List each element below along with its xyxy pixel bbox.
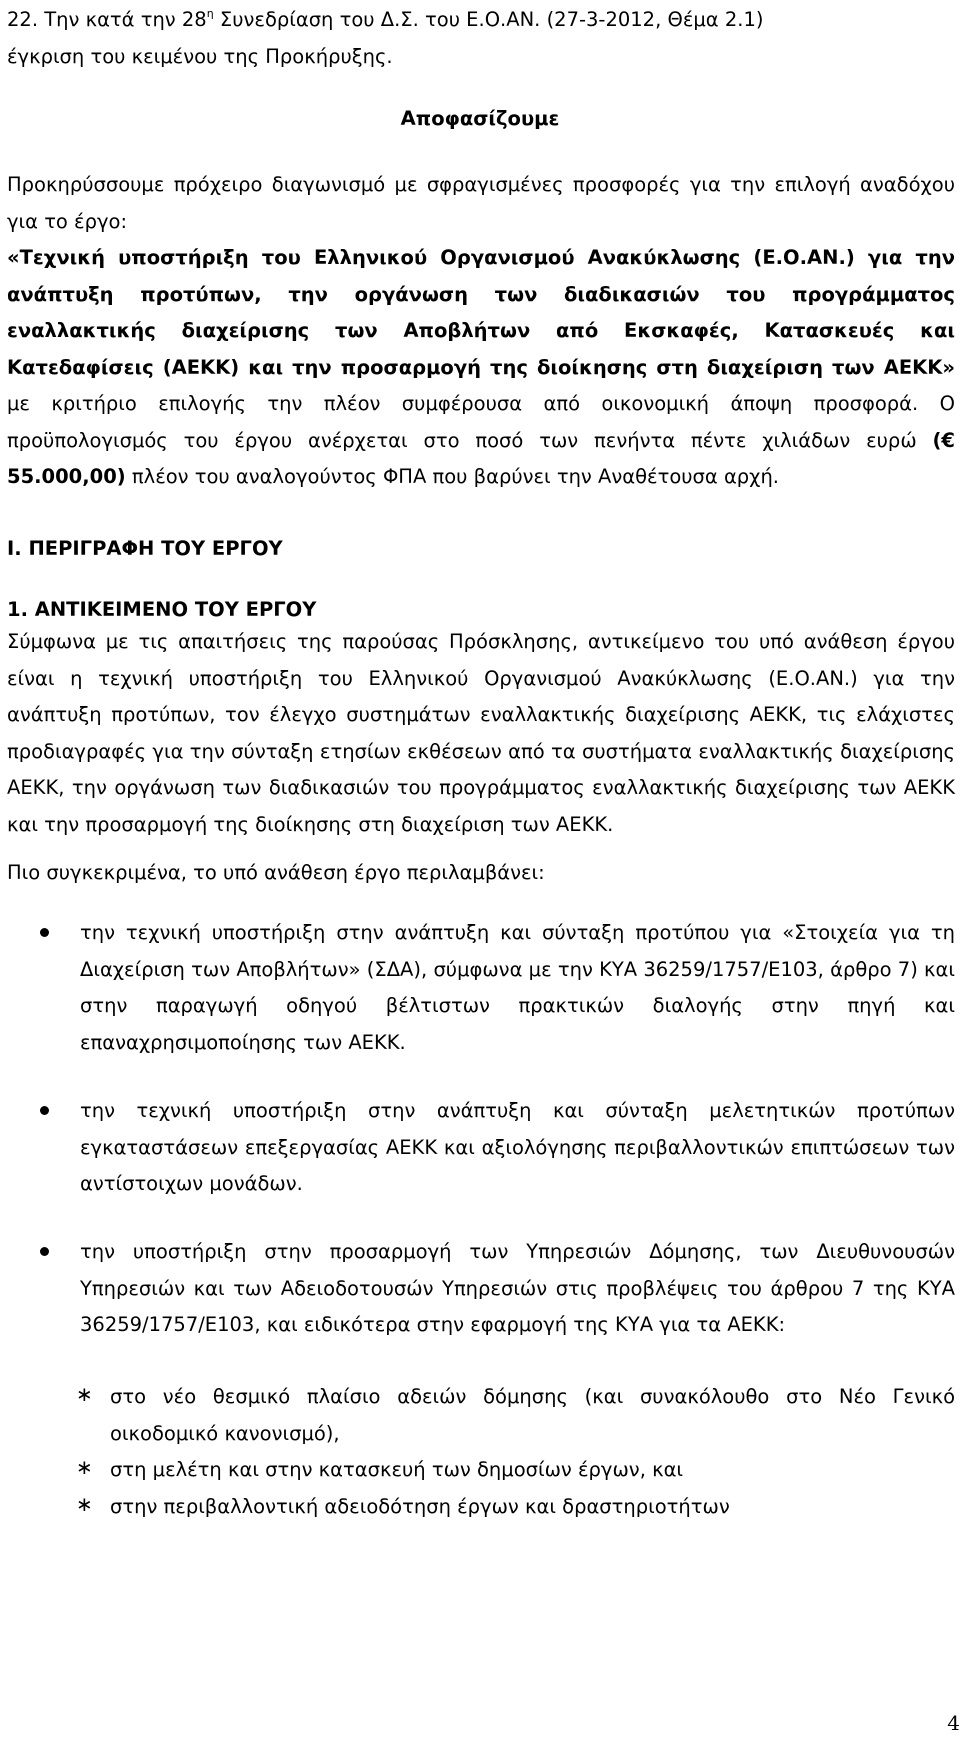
asterisk-bullet-icon: ∗ xyxy=(76,1492,93,1516)
subsection-title: 1. ΑΝΤΙΚΕΙΜΕΝΟ ΤΟΥ ΕΡΓΟΥ xyxy=(7,598,317,621)
page-number: 4 xyxy=(947,1711,960,1735)
list-item-text: την τεχνική υποστήριξη στην ανάπτυξη και σύνταξη προτύπου για «Στοιχεία για τη Διαχείριση των Αποβλήτων» (ΣΔΑ), σύμφωνα με την ΚΥΑ 36259/1757/Ε103, άρθρο 7) και στην παραγωγή οδηγού βέλτιστων πρακτικών διαλογής στην πηγή και επαναχρησιμοποίησης των ΑΕΚΚ. xyxy=(80,921,955,1054)
scope-intro: Πιο συγκεκριμένα, το υπό ανάθεση έργο περιλαμβάνει: xyxy=(7,861,545,884)
list-item-text: την υποστήριξη στην προσαρμογή των Υπηρεσιών Δόμησης, των Διευθυνουσών Υπηρεσιών και των Αδειοδοτουσών Υπηρεσιών στις προβλέψεις του άρθρου 7 της ΚΥΑ 36259/1757/Ε103, και ειδικότερα στην εφαρμογή της ΚΥΑ για τα ΑΕΚΚ: xyxy=(80,1240,955,1336)
header-line-2: έγκριση του κειμένου της Προκήρυξης. xyxy=(7,44,393,68)
intro-text: Προκηρύσσουμε πρόχειρο διαγωνισμό με σφραγισμένες προσφορές για την επιλογή αναδόχου για το έργο: xyxy=(7,173,955,233)
bullet-dot-icon xyxy=(40,1247,49,1256)
budget-note: πλέον του αναλογούντος ΦΠΑ που βαρύνει την Αναθέτουσα αρχή. xyxy=(125,465,779,488)
header-line-1: 22. Την κατά την $28^\eta$ xyxy=(7,7,214,31)
sub-list-item-text: στη μελέτη και στην κατασκευή των δημοσίων έργων, και xyxy=(110,1458,684,1481)
project-description: με κριτήριο επιλογής την πλέον συμφέρουσα από οικονομική άποψη προσφορά. Ο προϋπολογισμός του έργου ανέρχεται στο ποσό των πενήντα πέντε χιλιάδων ευρώ xyxy=(7,392,955,452)
intro-paragraph xyxy=(7,167,955,240)
list-item-text: την τεχνική υποστήριξη στην ανάπτυξη και σύνταξη μελετητικών προτύπων εγκαταστάσεων επεξεργασίας ΑΕΚΚ και αξιολόγησης περιβαλλοντικών επιπτώσεων των αντίστοιχων μονάδων. xyxy=(80,1099,955,1195)
asterisk-bullet-icon: ∗ xyxy=(76,1382,93,1406)
section-title: Ι. ΠΕΡΙΓΡΑΦΗ ΤΟΥ ΕΡΓΟΥ xyxy=(7,537,283,560)
sub-list-item-text: στην περιβαλλοντική αδειοδότηση έργων και δραστηριοτήτων xyxy=(110,1495,730,1518)
bullet-dot-icon xyxy=(40,928,49,937)
sub-list-item-text: στο νέο θεσμικό πλαίσιο αδειών δόμησης (και συνακόλουθο στο Νέο Γενικό οικοδομικό κανονισμό), xyxy=(110,1385,955,1445)
subsection-paragraph: Σύμφωνα με τις απαιτήσεις της παρούσας Πρόσκλησης, αντικείμενο του υπό ανάθεση έργου είναι η τεχνική υποστήριξη του Ελληνικού Οργανισμού Ανακύκλωσης (Ε.Ο.ΑΝ.) για την ανάπτυξη προτύπων, τον έλεγχο συστημάτων εναλλακτικής διαχείρισης ΑΕΚΚ, τις ελάχιστες προδιαγραφές για την σύνταξη ετησίων εκθέσεων από τα συστήματα εναλλακτικής διαχείρισης ΑΕΚΚ, την οργάνωση των διαδικασιών του προγράμματος εναλλακτικής διαχείρισης των ΑΕΚΚ και την προσαρμογή της διοίκησης στη διαχείριση των ΑΕΚΚ. xyxy=(7,630,955,836)
asterisk-bullet-icon: ∗ xyxy=(76,1455,93,1479)
project-paragraph xyxy=(7,240,955,496)
decision-heading: Αποφασίζουμε xyxy=(400,107,560,130)
ordinal-superscript: η xyxy=(206,7,214,20)
bullet-dot-icon xyxy=(40,1106,49,1115)
header-paragraph: 22. Την κατά την $28^\eta$ Συνεδρίαση του Δ.Σ. του Ε.Ο.ΑΝ. (27-3-2012, Θέμα 2.1) έγκριση του κειμένου της Προκήρυξης. xyxy=(7,7,764,68)
budget-amount: (€ 55.000,00) xyxy=(7,428,955,488)
project-title: «Τεχνική υποστήριξη του Ελληνικού Οργανισμού Ανακύκλωσης (Ε.Ο.ΑΝ.) για την ανάπτυξη προτύπων, την οργάνωση των διαδικασιών του προγράμματος εναλλακτικής διαχείρισης των Αποβλήτων από Εκσκαφές, Κατασκευές και Κατεδαφίσεις (ΑΕΚΚ) και την προσαρμογή της διοίκησης στη διαχείριση των ΑΕΚΚ» xyxy=(7,246,955,379)
